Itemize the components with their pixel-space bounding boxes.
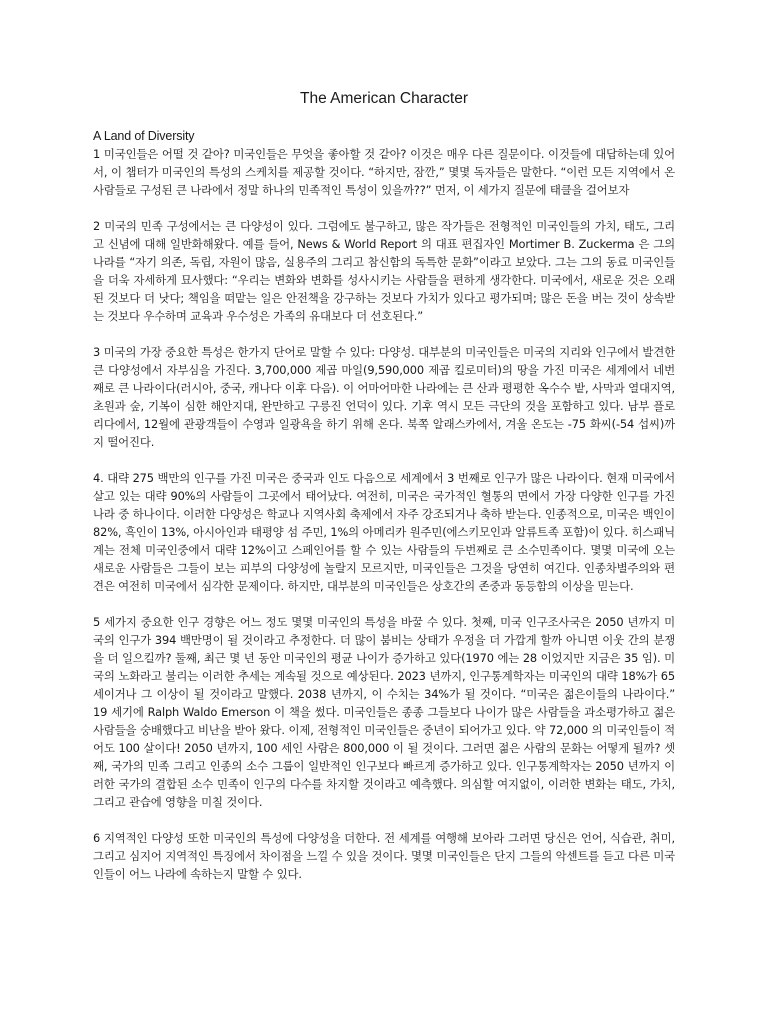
paragraph-1: 1 미국인들은 어떨 것 같아? 미국인들은 무엇을 좋아할 것 같아? 이것은 매우 다른 질문이다. 이것들에 대답하는데 있어서, 이 챕터가 미국인의 특성의 스케치를 제공할 것이다. “하지만, 잠깐,” 몇몇 독자들은 말한다. “이런 모든 지역에서 온 사람들로 구성된 큰 나라에서 정말 하나의 민족적인 특성이 있을까??” 먼저, 이 세가지 질문에 태클을 걸어보자 [93, 147, 675, 197]
paragraph-6: 6 지역적인 다양성 또한 미국인의 특성에 다양성을 더한다. 전 세계를 여행해 보아라 그러면 당신은 언어, 식습관, 취미, 그리고 심지어 지역적인 특징에서 차이점을 느낄 수 있을 것이다. 몇몇 미국인들은 단지 그들의 악센트를 듣고 다른 미국인들이 어느 나라에 속하는지 말할 수 있다. [93, 831, 675, 881]
paragraph-3: 3 미국의 가장 중요한 특성은 한가지 단어로 말할 수 있다: 다양성. 대부분의 미국인들은 미국의 지리와 인구에서 발견한 큰 다양성에서 자부심을 가진다. 3,700,000 제곱 마일(9,590,000 제곱 킬로미터)의 땅을 가진 미국은 세계에서 네번째로 큰 나라이다(러시아, 중국, 캐나다 이후 다음). 이 어마어마한 나라에는 큰 산과 평평한 옥수수 밭, 사막과 열대지역, 초원과 숲, 기복이 심한 해안지대, 완만하고 구릉진 언덕이 있다. 기후 역시 모든 극단의 것을 포함하고 있다. 남부 플로리다에서, 12월에 관광객들이 수영과 일광욕을 하기 위해 온다. 북쪽 알래스카에서, 겨울 온도는 -75 화씨(-54 섭씨)까지 떨어진다. [93, 345, 675, 449]
paragraph-4: 4. 대략 275 백만의 인구를 가진 미국은 중국과 인도 다음으로 세계에서 3 번째로 인구가 많은 나라이다. 현재 미국에서 살고 있는 대략 90%의 사람들이 그곳에서 태어났다. 여전히, 미국은 국가적인 혈통의 면에서 가장 다양한 인구를 가진 나라 중 하나이다. 이러한 다양성은 학교나 지역사회 축제에서 자주 강조되거나 축하 받는다. 인종적으로, 미국은 백인이 82%, 흑인이 13%, 아시아인과 태평양 섬 주민, 1%의 아메리카 원주민(에스키모인과 알류트족 포함)이 있다. 히스패닉계는 전체 미국인중에서 대략 12%이고 스페인어를 할 수 있는 사람들의 두번째로 큰 소수민족이다. 몇몇 미국에 오는 새로운 사람들은 그들이 보는 피부의 다양성에 놀랄지 모르지만, 미국인들은 그것을 당연히 여긴다. 인종차별주의와 편견은 여전히 미국에서 심각한 문제이다. 하지만, 대부분의 미국인들은 상호간의 존중과 동등함의 이상을 믿는다. [93, 471, 675, 593]
section-heading: A Land of Diversity [93, 129, 195, 143]
paragraph-2: 2 미국의 민족 구성에서는 큰 다양성이 있다. 그럼에도 불구하고, 많은 작가들은 전형적인 미국인들의 가치, 태도, 그리고 신념에 대해 일반화해왔다. 예를 들어, News & World Report 의 대표 편집자인 Mortimer B. Zuckerma 은 그의 나라를 “자기 의존, 독립, 자원이 많음, 실용주의 그리고 참신함의 독특한 문화”이라고 보았다. 그는 그의 동료 미국인들을 더욱 자세하게 묘사했다: “우리는 변화와 변화를 성사시키는 사람들을 편하게 생각한다. 미국에서, 새로운 것은 오래된 것보다 더 낫다; 책임을 떠맡는 일은 안전책을 강구하는 것보다 가치가 있다고 평가되며; 많은 돈을 버는 것이 상속받는 것보다 우수하며 교육과 우수성은 가족의 유대보다 더 선호된다.” [93, 219, 675, 323]
paragraph-5: 5 세가지 중요한 인구 경향은 어느 정도 몇몇 미국인의 특성을 바꿀 수 있다. 첫째, 미국 인구조사국은 2050 년까지 미국의 인구가 394 백만명이 될 것이라고 추정한다. 더 많이 붐비는 상태가 우정을 더 가깝게 할까 아니면 이웃 간의 분쟁을 더 일으킬까? 둘째, 최근 몇 년 동안 미국인의 평균 나이가 증가하고 있다(1970 에는 28 이었지만 지금은 35 임). 미국의 노화라고 불리는 이러한 추세는 계속될 것으로 예상된다. 2023 년까지, 인구통계학자는 미국인의 대략 18%가 65 세이거나 그 이상이 될 것이라고 말했다. 2038 년까지, 이 수치는 34%가 될 것이다. “미국은 젊은이들의 나라이다.” 19 세기에 Ralph Waldo Emerson 이 책을 썼다. 미국인들은 종종 그들보다 나이가 많은 사람들을 과소평가하고 젊은 사람들을 숭배했다고 비난을 받아 왔다. 이제, 전형적인 미국인들은 중년이 되어가고 있다. 약 72,000 의 미국인들이 적어도 100 살이다! 2050 년까지, 100 세인 사람은 800,000 이 될 것이다. 그러면 젊은 사람의 문화는 어떻게 될까? 셋째, 국가의 민족 그리고 인종의 소수 그룹이 일반적인 인구보다 빠르게 증가하고 있다. 인구통계학자는 2050 년까지 이러한 국가의 결합된 소수 민족이 인구의 다수를 차지할 것이라고 예측했다. 의심할 여지없이, 이러한 변화는 태도, 가치, 그리고 관습에 영향을 미칠 것이다. [93, 615, 675, 809]
document-body [93, 128, 675, 883]
document-title: The American Character [300, 90, 468, 107]
